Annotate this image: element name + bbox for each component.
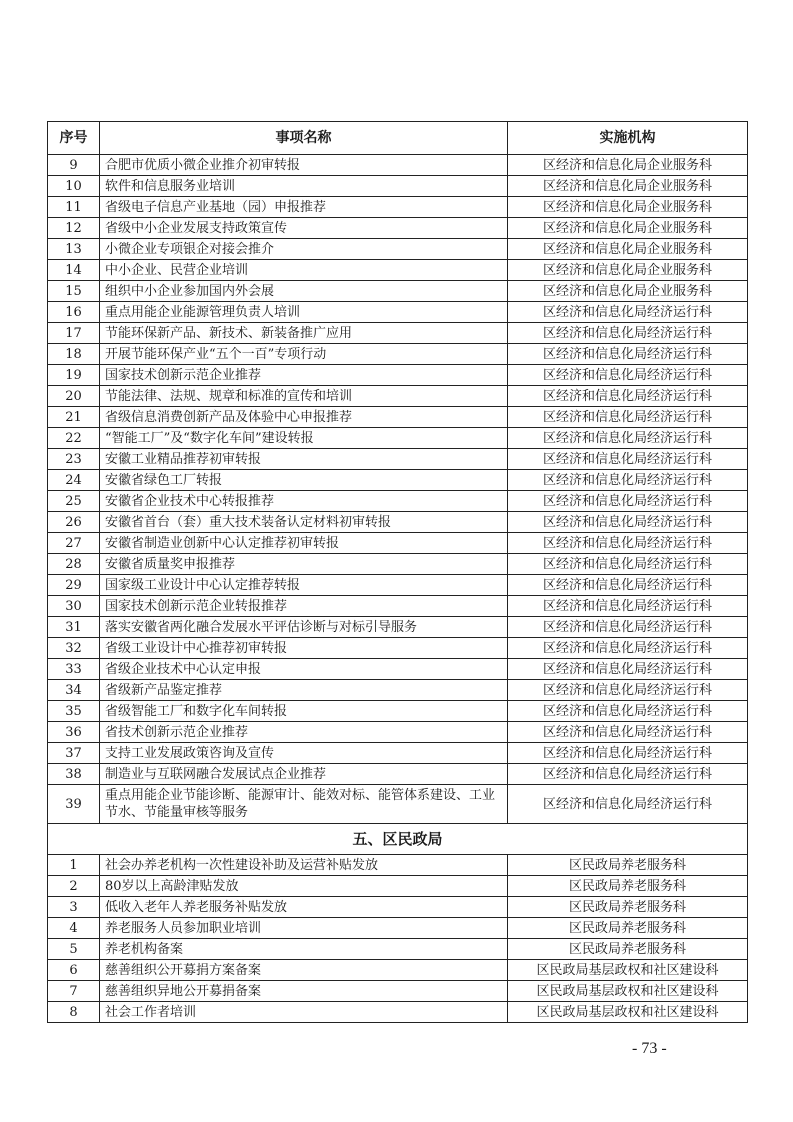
table-row xyxy=(48,764,748,785)
row-item-name: 社会办养老机构一次性建设补助及运营补贴发放 xyxy=(100,855,508,876)
table-row xyxy=(48,596,748,617)
row-agency: 区经济和信息化局经济运行科 xyxy=(508,596,748,617)
row-item-name: 安徽省企业技术中心转报推荐 xyxy=(100,491,508,512)
row-number: 9 xyxy=(48,155,100,176)
row-item-name: 软件和信息服务业培训 xyxy=(100,176,508,197)
row-agency: 区民政局养老服务科 xyxy=(508,897,748,918)
table-row xyxy=(48,218,748,239)
table-row xyxy=(48,1002,748,1023)
row-item-name: 安徽省绿色工厂转报 xyxy=(100,470,508,491)
section-title: 五、区民政局 xyxy=(48,824,748,855)
row-item-name: 中小企业、民营企业培训 xyxy=(100,260,508,281)
row-item-name: 低收入老年人养老服务补贴发放 xyxy=(100,897,508,918)
table-row xyxy=(48,722,748,743)
row-item-name: 慈善组织公开募捐方案备案 xyxy=(100,960,508,981)
header-implementing-agency: 实施机构 xyxy=(508,122,748,155)
row-agency: 区经济和信息化局经济运行科 xyxy=(508,785,748,824)
row-item-name: 慈善组织异地公开募捐备案 xyxy=(100,981,508,1002)
row-number: 19 xyxy=(48,365,100,386)
table-row xyxy=(48,365,748,386)
row-agency: 区经济和信息化局企业服务科 xyxy=(508,218,748,239)
row-number: 29 xyxy=(48,575,100,596)
row-number: 25 xyxy=(48,491,100,512)
row-agency: 区经济和信息化局经济运行科 xyxy=(508,344,748,365)
row-number: 24 xyxy=(48,470,100,491)
row-item-name: 组织中小企业参加国内外会展 xyxy=(100,281,508,302)
row-item-name: 节能环保新产品、新技术、新装备推广应用 xyxy=(100,323,508,344)
row-agency: 区经济和信息化局经济运行科 xyxy=(508,554,748,575)
row-agency: 区民政局基层政权和社区建设科 xyxy=(508,981,748,1002)
row-agency: 区经济和信息化局经济运行科 xyxy=(508,449,748,470)
row-number: 34 xyxy=(48,680,100,701)
row-number: 33 xyxy=(48,659,100,680)
row-item-name: 小微企业专项银企对接会推介 xyxy=(100,239,508,260)
row-item-name: 国家技术创新示范企业推荐 xyxy=(100,365,508,386)
table-row xyxy=(48,407,748,428)
row-item-name: 制造业与互联网融合发展试点企业推荐 xyxy=(100,764,508,785)
header-item-name: 事项名称 xyxy=(100,122,508,155)
table-row xyxy=(48,701,748,722)
row-item-name: 开展节能环保产业“五个一百”专项行动 xyxy=(100,344,508,365)
row-number: 7 xyxy=(48,981,100,1002)
table-row xyxy=(48,575,748,596)
row-item-name: 省级信息消费创新产品及体验中心申报推荐 xyxy=(100,407,508,428)
page-number: - 73 - xyxy=(632,1040,667,1057)
table-row xyxy=(48,981,748,1002)
table-row xyxy=(48,512,748,533)
row-agency: 区经济和信息化局企业服务科 xyxy=(508,197,748,218)
table-row xyxy=(48,302,748,323)
row-agency: 区经济和信息化局经济运行科 xyxy=(508,323,748,344)
row-agency: 区民政局养老服务科 xyxy=(508,876,748,897)
row-agency: 区经济和信息化局经济运行科 xyxy=(508,617,748,638)
row-agency: 区经济和信息化局经济运行科 xyxy=(508,743,748,764)
table-row xyxy=(48,323,748,344)
row-item-name: 安徽省制造业创新中心认定推荐初审转报 xyxy=(100,533,508,554)
table-row xyxy=(48,876,748,897)
row-agency: 区经济和信息化局经济运行科 xyxy=(508,659,748,680)
row-item-name: 落实安徽省两化融合发展水平评估诊断与对标引导服务 xyxy=(100,617,508,638)
row-number: 11 xyxy=(48,197,100,218)
table-row xyxy=(48,386,748,407)
row-agency: 区经济和信息化局经济运行科 xyxy=(508,491,748,512)
table-row xyxy=(48,197,748,218)
table-row xyxy=(48,659,748,680)
row-item-name: 养老服务人员参加职业培训 xyxy=(100,918,508,939)
row-agency: 区经济和信息化局经济运行科 xyxy=(508,701,748,722)
row-agency: 区民政局养老服务科 xyxy=(508,855,748,876)
row-number: 30 xyxy=(48,596,100,617)
row-number: 18 xyxy=(48,344,100,365)
row-number: 23 xyxy=(48,449,100,470)
row-number: 27 xyxy=(48,533,100,554)
row-number: 28 xyxy=(48,554,100,575)
row-item-name: 养老机构备案 xyxy=(100,939,508,960)
row-agency: 区经济和信息化局企业服务科 xyxy=(508,176,748,197)
row-item-name: 省级智能工厂和数字化车间转报 xyxy=(100,701,508,722)
table-row xyxy=(48,785,748,824)
row-number: 16 xyxy=(48,302,100,323)
table-row xyxy=(48,449,748,470)
row-number: 8 xyxy=(48,1002,100,1023)
row-agency: 区经济和信息化局经济运行科 xyxy=(508,575,748,596)
row-agency: 区经济和信息化局经济运行科 xyxy=(508,680,748,701)
table-row xyxy=(48,617,748,638)
row-item-name: 国家技术创新示范企业转报推荐 xyxy=(100,596,508,617)
table-row xyxy=(48,344,748,365)
row-agency: 区经济和信息化局经济运行科 xyxy=(508,764,748,785)
table-row xyxy=(48,533,748,554)
row-number: 39 xyxy=(48,785,100,824)
table-row xyxy=(48,897,748,918)
table-header-row xyxy=(48,122,748,155)
row-number: 2 xyxy=(48,876,100,897)
row-item-name: 省级工业设计中心推荐初审转报 xyxy=(100,638,508,659)
row-agency: 区经济和信息化局经济运行科 xyxy=(508,722,748,743)
row-agency: 区经济和信息化局经济运行科 xyxy=(508,302,748,323)
table-row xyxy=(48,260,748,281)
row-agency: 区经济和信息化局经济运行科 xyxy=(508,407,748,428)
table-row xyxy=(48,176,748,197)
row-number: 31 xyxy=(48,617,100,638)
row-number: 38 xyxy=(48,764,100,785)
row-item-name: 国家级工业设计中心认定推荐转报 xyxy=(100,575,508,596)
table-row xyxy=(48,743,748,764)
row-item-name: 省级企业技术中心认定申报 xyxy=(100,659,508,680)
row-number: 12 xyxy=(48,218,100,239)
row-number: 32 xyxy=(48,638,100,659)
table-row xyxy=(48,855,748,876)
row-number: 3 xyxy=(48,897,100,918)
row-item-name: 支持工业发展政策咨询及宣传 xyxy=(100,743,508,764)
row-agency: 区经济和信息化局企业服务科 xyxy=(508,260,748,281)
table-row xyxy=(48,239,748,260)
row-number: 1 xyxy=(48,855,100,876)
row-item-name: 重点用能企业节能诊断、能源审计、能效对标、能管体系建设、工业节水、节能量审核等服务 xyxy=(100,785,508,824)
row-item-name: 省级新产品鉴定推荐 xyxy=(100,680,508,701)
table-row xyxy=(48,155,748,176)
row-agency: 区经济和信息化局企业服务科 xyxy=(508,281,748,302)
row-number: 5 xyxy=(48,939,100,960)
row-number: 13 xyxy=(48,239,100,260)
row-item-name: 省级电子信息产业基地（园）申报推荐 xyxy=(100,197,508,218)
row-number: 22 xyxy=(48,428,100,449)
row-item-name: 节能法律、法规、规章和标准的宣传和培训 xyxy=(100,386,508,407)
row-agency: 区民政局养老服务科 xyxy=(508,939,748,960)
row-item-name: 合肥市优质小微企业推介初审转报 xyxy=(100,155,508,176)
table-row xyxy=(48,918,748,939)
row-agency: 区经济和信息化局经济运行科 xyxy=(508,470,748,491)
row-item-name: “智能工厂”及“数字化车间”建设转报 xyxy=(100,428,508,449)
table-row xyxy=(48,960,748,981)
table-row xyxy=(48,470,748,491)
row-item-name: 80岁以上高龄津贴发放 xyxy=(100,876,508,897)
items-table-container xyxy=(47,121,747,1023)
row-number: 4 xyxy=(48,918,100,939)
row-item-name: 安徽工业精品推荐初审转报 xyxy=(100,449,508,470)
items-table xyxy=(47,121,748,1023)
table-row xyxy=(48,554,748,575)
row-agency: 区经济和信息化局经济运行科 xyxy=(508,365,748,386)
table-row xyxy=(48,428,748,449)
row-agency: 区经济和信息化局经济运行科 xyxy=(508,533,748,554)
row-agency: 区经济和信息化局企业服务科 xyxy=(508,155,748,176)
row-number: 17 xyxy=(48,323,100,344)
row-number: 37 xyxy=(48,743,100,764)
row-number: 14 xyxy=(48,260,100,281)
row-agency: 区民政局基层政权和社区建设科 xyxy=(508,1002,748,1023)
row-number: 21 xyxy=(48,407,100,428)
row-agency: 区民政局基层政权和社区建设科 xyxy=(508,960,748,981)
row-item-name: 安徽省首台（套）重大技术装备认定材料初审转报 xyxy=(100,512,508,533)
row-number: 15 xyxy=(48,281,100,302)
row-agency: 区经济和信息化局经济运行科 xyxy=(508,512,748,533)
row-number: 26 xyxy=(48,512,100,533)
row-item-name: 安徽省质量奖申报推荐 xyxy=(100,554,508,575)
row-number: 36 xyxy=(48,722,100,743)
row-number: 10 xyxy=(48,176,100,197)
row-item-name: 省级中小企业发展支持政策宣传 xyxy=(100,218,508,239)
table-row xyxy=(48,491,748,512)
table-row xyxy=(48,638,748,659)
row-agency: 区经济和信息化局企业服务科 xyxy=(508,239,748,260)
row-item-name: 省技术创新示范企业推荐 xyxy=(100,722,508,743)
table-row xyxy=(48,939,748,960)
row-number: 6 xyxy=(48,960,100,981)
row-agency: 区经济和信息化局经济运行科 xyxy=(508,386,748,407)
row-agency: 区经济和信息化局经济运行科 xyxy=(508,638,748,659)
row-number: 35 xyxy=(48,701,100,722)
row-item-name: 重点用能企业能源管理负责人培训 xyxy=(100,302,508,323)
row-number: 20 xyxy=(48,386,100,407)
table-row xyxy=(48,281,748,302)
row-agency: 区经济和信息化局经济运行科 xyxy=(508,428,748,449)
section-header-row xyxy=(48,824,748,855)
table-row xyxy=(48,680,748,701)
row-agency: 区民政局养老服务科 xyxy=(508,918,748,939)
header-serial-number: 序号 xyxy=(48,122,100,155)
row-item-name: 社会工作者培训 xyxy=(100,1002,508,1023)
